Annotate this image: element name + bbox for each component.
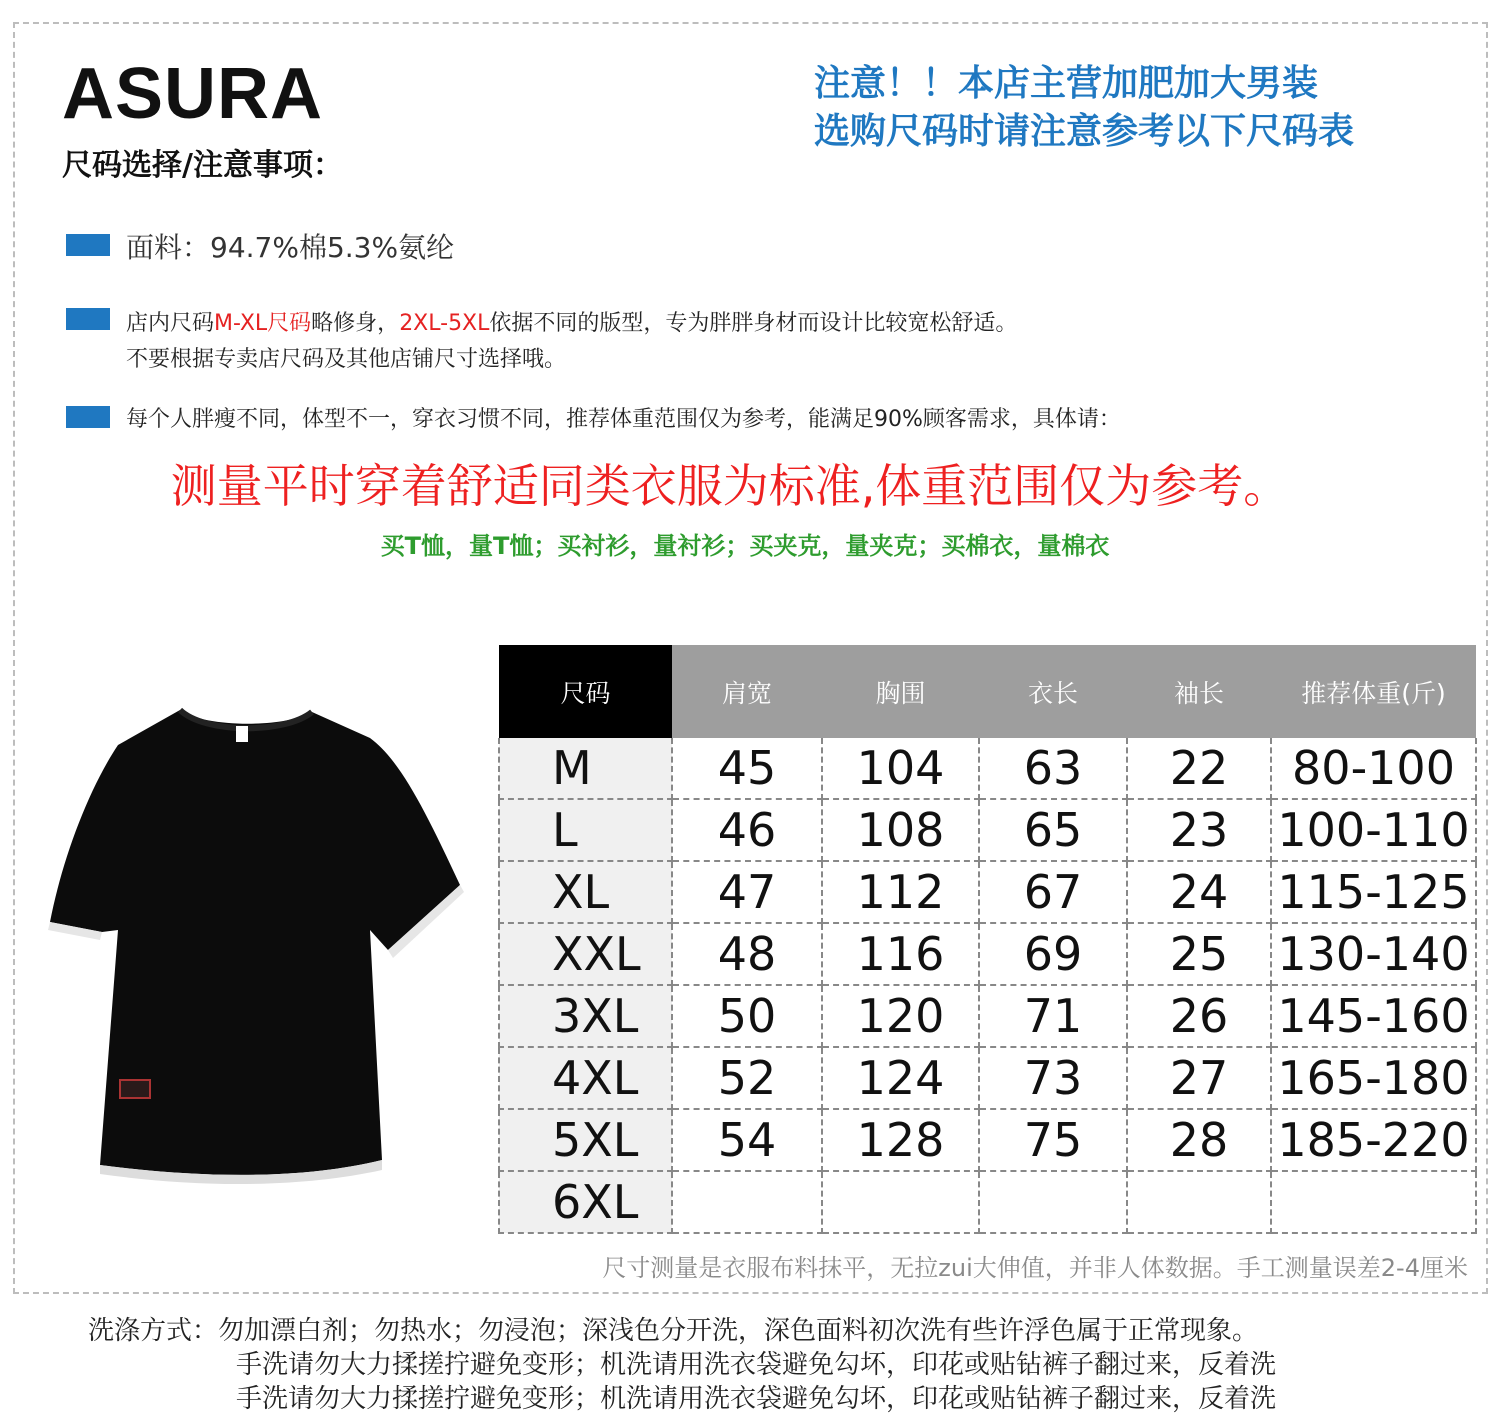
table-row [499, 985, 1476, 1047]
column-header: 推荐体重(斤) [1271, 645, 1476, 738]
notice-line-2: 选购尺码时请注意参考以下尺码表 [814, 111, 1355, 152]
table-cell: 185-220 [1271, 1109, 1476, 1171]
table-cell [1271, 1171, 1476, 1233]
notice-box [814, 60, 1454, 156]
table-cell: 45 [672, 738, 822, 799]
fabric-info: 面料：94.7%棉5.3%氨纶 [126, 231, 455, 264]
table-cell: 26 [1127, 985, 1271, 1047]
measure-instruction: 测量平时穿着舒适同类衣服为标准,体重范围仅为参考。 [170, 459, 1290, 513]
column-header: 袖长 [1127, 645, 1271, 738]
bullet-marker [66, 308, 110, 330]
brand-logo: ASURA [62, 54, 324, 134]
size-cell: XL [499, 861, 672, 923]
notice-line-1: 注意！！本店主营加肥加大男装 [814, 63, 1319, 104]
size-cell: 6XL [499, 1171, 672, 1233]
washing-line-3: 手洗请勿大力揉搓拧避免变形；机洗请用洗衣袋避免勾坏，印花或贴钻裤子翻过来，反着洗 [236, 1384, 1277, 1414]
size-cell: L [499, 799, 672, 861]
washing-instructions [88, 1314, 1276, 1416]
table-row [499, 923, 1476, 985]
measure-tip: 买T恤，量T恤；买衬衫，量衬衫；买夹克，量夹克；买棉衣，量棉衣 [380, 532, 1110, 560]
table-cell: 100-110 [1271, 799, 1476, 861]
tshirt-image [40, 700, 470, 1190]
table-cell: 67 [979, 861, 1127, 923]
table-cell [672, 1171, 822, 1233]
table-cell: 128 [822, 1109, 979, 1171]
table-cell: 24 [1127, 861, 1271, 923]
bullet-marker [66, 234, 110, 256]
table-cell: 52 [672, 1047, 822, 1109]
table-cell [822, 1171, 979, 1233]
size-cell: 5XL [499, 1109, 672, 1171]
table-cell: 28 [1127, 1109, 1271, 1171]
table-cell: 46 [672, 799, 822, 861]
table-cell: 120 [822, 985, 979, 1047]
sizing-note-highlight: 2XL-5XL [399, 311, 490, 336]
table-cell: 50 [672, 985, 822, 1047]
table-cell: 130-140 [1271, 923, 1476, 985]
column-header: 胸围 [822, 645, 979, 738]
table-cell: 112 [822, 861, 979, 923]
table-cell: 22 [1127, 738, 1271, 799]
table-cell: 115-125 [1271, 861, 1476, 923]
table-header-row [499, 645, 1476, 738]
table-cell: 48 [672, 923, 822, 985]
table-row [499, 861, 1476, 923]
sizing-note-highlight: M-XL尺码 [214, 311, 312, 336]
column-header: 衣长 [979, 645, 1127, 738]
table-cell: 27 [1127, 1047, 1271, 1109]
table-cell: 23 [1127, 799, 1271, 861]
size-cell: XXL [499, 923, 672, 985]
table-row [499, 799, 1476, 861]
table-cell [979, 1171, 1127, 1233]
table-cell: 65 [979, 799, 1127, 861]
measurement-note: 尺寸测量是衣服布料抹平，无拉zui大伸值，并非人体数据。手工测量误差2-4厘米 [602, 1254, 1468, 1282]
table-cell: 25 [1127, 923, 1271, 985]
sizing-note-line-2: 不要根据专卖店尺码及其他店铺尺寸选择哦。 [126, 347, 567, 372]
table-cell: 80-100 [1271, 738, 1476, 799]
sizing-note-text: 略修身， [311, 311, 400, 336]
size-cell: M [499, 738, 672, 799]
table-cell: 124 [822, 1047, 979, 1109]
sizing-note [126, 306, 1017, 337]
washing-line-2: 手洗请勿大力揉搓拧避免变形；机洗请用洗衣袋避免勾坏，印花或贴钻裤子翻过来，反着洗 [236, 1350, 1277, 1380]
table-cell [1127, 1171, 1271, 1233]
table-cell: 165-180 [1271, 1047, 1476, 1109]
table-cell: 63 [979, 738, 1127, 799]
table-row [499, 738, 1476, 799]
column-header: 肩宽 [672, 645, 822, 738]
table-cell: 54 [672, 1109, 822, 1171]
size-cell: 3XL [499, 985, 672, 1047]
weight-note: 每个人胖瘦不同，体型不一，穿衣习惯不同，推荐体重范围仅为参考，能满足90%顾客需求，具体请： [126, 407, 1121, 432]
bullet-marker [66, 406, 110, 428]
table-cell: 104 [822, 738, 979, 799]
washing-line-1: 洗涤方式：勿加漂白剂；勿热水；勿浸泡；深浅色分开洗，深色面料初次洗有些许浮色属于正常现象。 [88, 1316, 1259, 1346]
page-subtitle: 尺码选择/注意事项： [62, 148, 343, 183]
table-cell: 69 [979, 923, 1127, 985]
table-row [499, 1171, 1476, 1233]
table-cell: 47 [672, 861, 822, 923]
table-cell: 75 [979, 1109, 1127, 1171]
table-cell: 145-160 [1271, 985, 1476, 1047]
column-header: 尺码 [499, 645, 672, 738]
table-row [499, 1047, 1476, 1109]
size-cell: 4XL [499, 1047, 672, 1109]
sizing-note-text: 依据不同的版型，专为胖胖身材而设计比较宽松舒适。 [489, 311, 1018, 336]
table-row [499, 1109, 1476, 1171]
table-cell: 73 [979, 1047, 1127, 1109]
table-cell: 71 [979, 985, 1127, 1047]
size-chart-table [498, 645, 1477, 1234]
sizing-note-text: 店内尺码 [126, 311, 215, 336]
table-cell: 116 [822, 923, 979, 985]
table-cell: 108 [822, 799, 979, 861]
